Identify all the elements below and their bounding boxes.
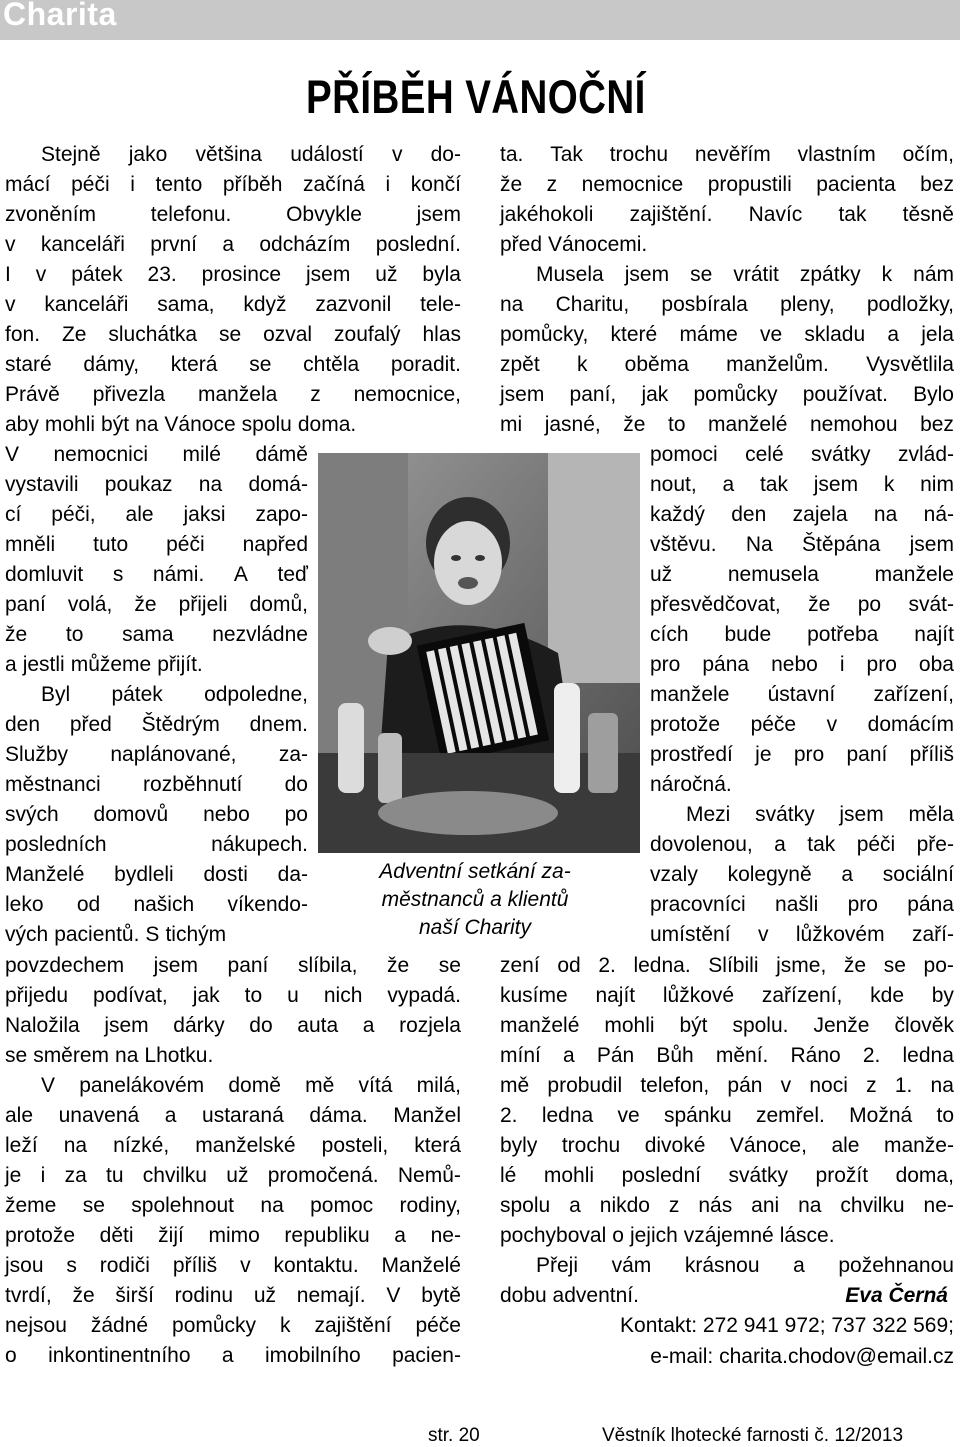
text-line: 2. ledna ve spánku zemřel. Možná to (500, 1104, 954, 1127)
text-line: vzaly kolegyně a sociální (650, 863, 954, 886)
text-line: manžele ústavní zařízení, (650, 683, 954, 706)
text-line: mě probudil telefon, pán v noci z 1. na (500, 1074, 954, 1097)
text-line: Služby naplánované, za- (5, 743, 308, 766)
text-line: přesvědčovat, že po svát- (650, 593, 954, 616)
text-line: I v pátek 23. prosince jsem už byla (5, 263, 461, 286)
text-line: staré dámy, která se chtěla poradit. (5, 353, 461, 376)
text-line: V nemocnici milé dámě (5, 443, 308, 466)
author-name: Eva Černá (845, 1284, 948, 1307)
text-line: nejsou žádné pomůcky k zajištění péče (5, 1314, 461, 1337)
text-line: kusíme najít lůžkové zařízení, kde by (500, 984, 954, 1007)
text-line: a jestli můžeme přijít. (5, 653, 203, 676)
text-line: spolu a nikdo z nás ani na chvilku ne- (500, 1194, 954, 1217)
text-line: Stejně jako většina událostí v do- (41, 143, 461, 166)
text-line: svých domovů nebo po (5, 803, 308, 826)
text-line: v kanceláři první a odcházím poslední. (5, 233, 461, 256)
text-line: byly trochu divoké Vánoce, ale manže- (500, 1134, 954, 1157)
text-line: tvrdí, že širší rodinu už nemají. V bytě (5, 1284, 461, 1307)
caption-line: Adventní setkání za- (379, 860, 571, 883)
text-line: náročná. (650, 773, 732, 796)
text-line: zvoněním telefonu. Obvykle jsem (5, 203, 461, 226)
text-line: zpět k oběma manželům. Vysvětlila (500, 353, 954, 376)
text-line: jakéhokoli zajištění. Navíc tak těsně (500, 203, 954, 226)
text-line: dovolenou, a tak péči pře- (650, 833, 954, 856)
text-line: se směrem na Lhotku. (5, 1044, 214, 1067)
text-line: pochyboval o jejich vzájemné lásce. (500, 1224, 835, 1247)
text-line: nout, a tak jsem k nim (650, 473, 954, 496)
text-line: Byl pátek odpoledne, (41, 683, 308, 706)
text-line: míní a Pán Bůh mění. Ráno 2. ledna (500, 1044, 954, 1067)
text-line: přijedu podívat, jak to u nich vypadá. (5, 984, 461, 1007)
text-line: ta. Tak trochu nevěřím vlastním očím, (500, 143, 954, 166)
text-line: už nemusela manžele (650, 563, 954, 586)
text-line: městnanci rozběhnutí do (5, 773, 308, 796)
text-line: manželé mohli být spolu. Jenže člověk (500, 1014, 954, 1037)
text-line: Manželé bydleli dosti da- (5, 863, 308, 886)
text-line: povzdechem jsem paní slíbila, že se (5, 954, 461, 977)
article-title: PŘÍBĚH VÁNOČNÍ (306, 70, 646, 123)
text-line: v kanceláři sama, když zazvonil tele- (5, 293, 461, 316)
text-line: Právě přivezla manžela z nemocnice, (5, 383, 461, 406)
text-line: lé mohli poslední svátky prožít doma, (500, 1164, 954, 1187)
text-line: protože péče v domácím (650, 713, 954, 736)
text-line: den před Štědrým dnem. (5, 713, 308, 736)
section-header-band (0, 0, 960, 40)
text-line: leží na nízké, manželské posteli, která (5, 1134, 461, 1157)
text-line: mněli tuto péči napřed (5, 533, 308, 556)
page-number: str. 20 (428, 1425, 480, 1446)
article-photo (318, 453, 640, 853)
text-line: V panelákovém domě mě vítá milá, (41, 1074, 461, 1097)
closing-line (500, 1281, 954, 1311)
section-label: Charita (3, 0, 117, 32)
text-line: umístění v lůžkovém zaří- (650, 923, 954, 946)
text-line: cích bude potřeba najít (650, 623, 954, 646)
text-line: ale unavená a ustaraná dáma. Manžel (5, 1104, 461, 1127)
text-line: Přeji vám krásnou a požehnanou (536, 1254, 954, 1277)
text-line: je i za tu chvilku už promočená. Nemů- (5, 1164, 461, 1187)
text-line: o inkontinentního a imobilního pacien- (5, 1344, 461, 1367)
text-line: prostředí je pro paní příliš (650, 743, 954, 766)
caption-line: naší Charity (418, 916, 532, 939)
text-line: každý den zajela na ná- (650, 503, 954, 526)
text-line: pracovníci našli pro pána (650, 893, 954, 916)
text-line: mácí péči i tento příběh začíná i končí (5, 173, 461, 196)
contact-email: e-mail: charita.chodov@email.cz (650, 1345, 954, 1368)
text-line: protože děti žijí mimo republiku a ne- (5, 1224, 461, 1247)
text-line: vých pacientů. S tichým (5, 923, 227, 946)
text-line: pomoci celé svátky zvlád- (650, 443, 954, 466)
text-line: pomůcky, které máme ve skladu a jela (500, 323, 954, 346)
text-line: před Vánocemi. (500, 233, 648, 256)
accordion-player-photo (318, 453, 640, 853)
text-line: vštěvu. Na Štěpána jsem (650, 533, 954, 556)
text-line: že z nemocnice propustili pacienta bez (500, 173, 954, 196)
caption-line: městnanců a klientů (381, 888, 569, 911)
text-line: že to sama nezvládne (5, 623, 308, 646)
text-line: cí péči, ale jaksi zapo- (5, 503, 308, 526)
text-line: domluvit s námi. A teď (5, 563, 308, 586)
text-line: pro pána nebo i pro oba (650, 653, 954, 676)
text-line: Mezi svátky jsem měla (686, 803, 954, 826)
text-line: vystavili poukaz na domá- (5, 473, 308, 496)
text-line: jsou s rodiči příliš v kontaktu. Manželé (5, 1254, 461, 1277)
text-line: zení od 2. ledna. Slíbili jsme, že se po- (500, 954, 954, 977)
contact-phone: Kontakt: 272 941 972; 737 322 569; (620, 1314, 954, 1337)
text-line: leko od našich víkendo- (5, 893, 308, 916)
text-line: na Charitu, posbírala pleny, podložky, (500, 293, 954, 316)
text-line: paní volá, že přijeli domů, (5, 593, 308, 616)
text-line: žeme se spolehnout na pomoc rodiny, (5, 1194, 461, 1217)
publication-name: Věstník lhotecké farnosti č. 12/2013 (602, 1425, 904, 1446)
text-line: Naložila jsem dárky do auta a rozjela (5, 1014, 461, 1037)
text-line: jsem paní, jak pomůcky používat. Bylo (500, 383, 954, 406)
text-line: Musela jsem se vrátit zpátky k nám (536, 263, 954, 286)
text-line: aby mohli být na Vánoce spolu doma. (5, 413, 357, 436)
text-line: posledních nákupech. (5, 833, 308, 856)
text-line: mi jasné, že to manželé nemohou bez (500, 413, 954, 436)
closing-text: dobu adventní. (500, 1284, 639, 1307)
text-line: fon. Ze sluchátka se ozval zoufalý hlas (5, 323, 461, 346)
photo-caption (340, 858, 610, 942)
